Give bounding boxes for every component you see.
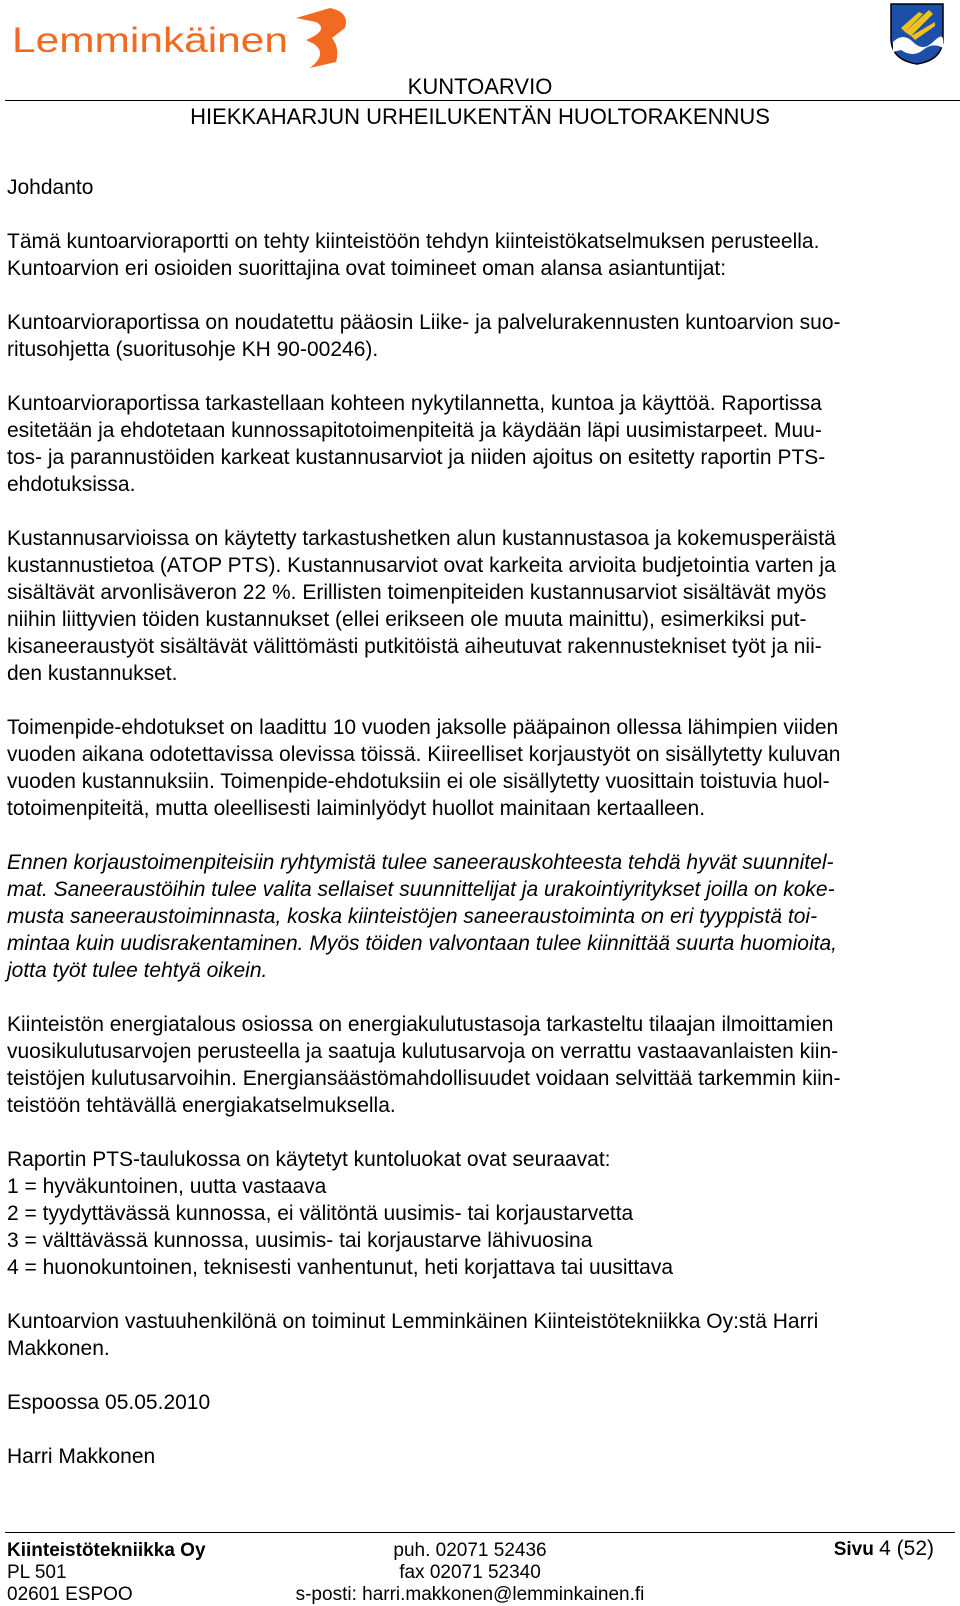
paragraph-line: teistöön tehtävällä energiakatselmuksella.	[7, 1094, 396, 1117]
paragraph-line: den kustannukset.	[7, 662, 178, 685]
coat-of-arms-icon	[889, 2, 945, 66]
footer-postal-address: 02601 ESPOO	[7, 1584, 133, 1605]
document-subtitle: HIEKKAHARJUN URHEILUKENTÄN HUOLTORAKENNUS	[190, 104, 770, 129]
paragraph-line: sisältävät arvonlisäveron 22 %. Erillisten toimenpiteiden kustannusarviot sisältävät myös	[7, 581, 827, 604]
section-heading: Johdanto	[7, 176, 94, 199]
paragraph-line: teistöjen kulutusarvoihin. Energiansäästömahdollisuudet voidaan selvittää tarkemmin kiin-	[7, 1067, 841, 1090]
paragraph-line: totoimenpiteitä, mutta oleellisesti laiminlyödyt huollot mainitaan kertaalleen.	[7, 797, 706, 820]
footer-phone: puh. 02071 52436	[393, 1540, 547, 1561]
paragraph-line: Kustannusarvioissa on käytetty tarkastushetken alun kustannustasoa ja kokemusperäistä	[7, 527, 836, 550]
paragraph-line: kustannustietoa (ATOP PTS). Kustannusarviot ovat karkeita arvioita budjetointia varten ja	[7, 554, 836, 577]
page-label: Sivu	[833, 1539, 874, 1560]
paragraph-line: vuosikulutusarvojen perusteella ja saatuja kulutusarvoja on verrattu vastaavanlaisten kiin-	[7, 1040, 839, 1063]
italic-paragraph-line: mat. Saneeraustöihin tulee valita sellaiset suunnittelijat ja urakointiyritykset joilla on koke-	[7, 878, 835, 901]
company-logo	[10, 6, 355, 68]
italic-paragraph-line: jotta työt tulee tehtyä oikein.	[7, 959, 268, 982]
condition-classes-intro: Raportin PTS-taulukossa on käytetyt kuntoluokat ovat seuraavat:	[7, 1148, 611, 1171]
italic-paragraph-line: Ennen korjaustoimenpiteisiin ryhtymistä tulee saneerauskohteesta tehdä hyvät suunnitel-	[7, 851, 834, 874]
paragraph-line: Tämä kuntoarvioraportti on tehty kiinteistöön tehdyn kiinteistökatselmuksen perusteella.	[7, 230, 820, 253]
paragraph-line: Kuntoarvioraportissa tarkastellaan kohteen nykytilannetta, kuntoa ja käyttöä. Raportissa	[7, 392, 822, 415]
footer-email: s-posti: harri.makkonen@lemminkainen.fi	[295, 1584, 645, 1605]
paragraph-line: Kuntoarvion eri osioiden suorittajina ovat toimineet oman alansa asiantuntijat:	[7, 257, 727, 280]
paragraph-line: kisaneeraustyöt sisältävät välittömästi putkitöistä aiheutuvat rakennustekniset työt ja nii-	[7, 635, 822, 658]
italic-paragraph-line: musta saneeraustoiminnasta, koska kiinteistöjen saneeraustoiminta on eri tyyppistä toi-	[7, 905, 818, 928]
logo-wordmark: Lemminkäinen	[12, 21, 288, 60]
paragraph-line: vuoden aikana odotettavissa olevissa töissä. Kiireelliset korjaustyöt on sisällytetty kuluvan	[7, 743, 841, 766]
paragraph-line: niihin liittyvien töiden kustannukset (ellei erikseen ole muuta mainittu), esimerkiksi put-	[7, 608, 807, 631]
condition-class-item: 1 = hyväkuntoinen, uutta vastaava	[7, 1175, 327, 1198]
paragraph-line: Kuntoarvioraportissa on noudatettu pääosin Liike- ja palvelurakennusten kuntoarvion suo-	[7, 311, 841, 334]
page-number: 4 (52)	[879, 1537, 934, 1560]
paragraph-line: vuoden kustannuksiin. Toimenpide-ehdotuksiin ei ole sisällytetty vuosittain toistuvia huol-	[7, 770, 830, 793]
paragraph-line: Kiinteistön energiatalous osiossa on energiakulutustasoja tarkasteltu tilaajan ilmoittamien	[7, 1013, 834, 1036]
lemminkainen-logo-icon	[10, 6, 355, 68]
footer-po-box: PL 501	[7, 1562, 67, 1583]
footer-page-indicator	[834, 1538, 934, 1561]
document-title: KUNTOARVIO	[407, 74, 553, 99]
condition-class-item: 4 = huonokuntoinen, teknisesti vanhentunut, heti korjattava tai uusittava	[7, 1256, 674, 1279]
document-body	[7, 174, 955, 1470]
place-and-date: Espoossa 05.05.2010	[7, 1391, 211, 1414]
condition-class-item: 3 = välttävässä kunnossa, uusimis- tai korjaustarve lähivuosina	[7, 1229, 593, 1252]
paragraph-line: Toimenpide-ehdotukset on laadittu 10 vuoden jaksolle pääpainon ollessa lähimpien viiden	[7, 716, 839, 739]
footer-divider	[5, 1532, 955, 1533]
paragraph-line: Makkonen.	[7, 1337, 110, 1360]
footer-fax: fax 02071 52340	[399, 1562, 541, 1583]
condition-class-item: 2 = tyydyttävässä kunnossa, ei välitöntä uusimis- tai korjaustarvetta	[7, 1202, 634, 1225]
paragraph-line: ritusohjetta (suoritusohje KH 90-00246).	[7, 338, 379, 361]
municipal-crest	[889, 2, 945, 66]
signature-name: Harri Makkonen	[7, 1445, 156, 1468]
paragraph-line: tos- ja parannustöiden karkeat kustannusarviot ja niiden ajoitus on esitetty raportin PTS-	[7, 446, 826, 469]
paragraph-line: ehdotuksissa.	[7, 473, 136, 496]
paragraph-line: Kuntoarvion vastuuhenkilönä on toiminut Lemminkäinen Kiinteistötekniikka Oy:stä Harri	[7, 1310, 819, 1333]
italic-paragraph-line: mintaa kuin uudisrakentaminen. Myös töiden valvontaan tulee kiinnittää suurta huomioita,	[7, 932, 837, 955]
header-divider	[5, 100, 960, 101]
paragraph-line: esitetään ja ehdotetaan kunnossapitotoimenpiteitä ja käydään läpi uusimistarpeet. Muu-	[7, 419, 822, 442]
footer-company: Kiinteistötekniikka Oy	[7, 1540, 206, 1561]
